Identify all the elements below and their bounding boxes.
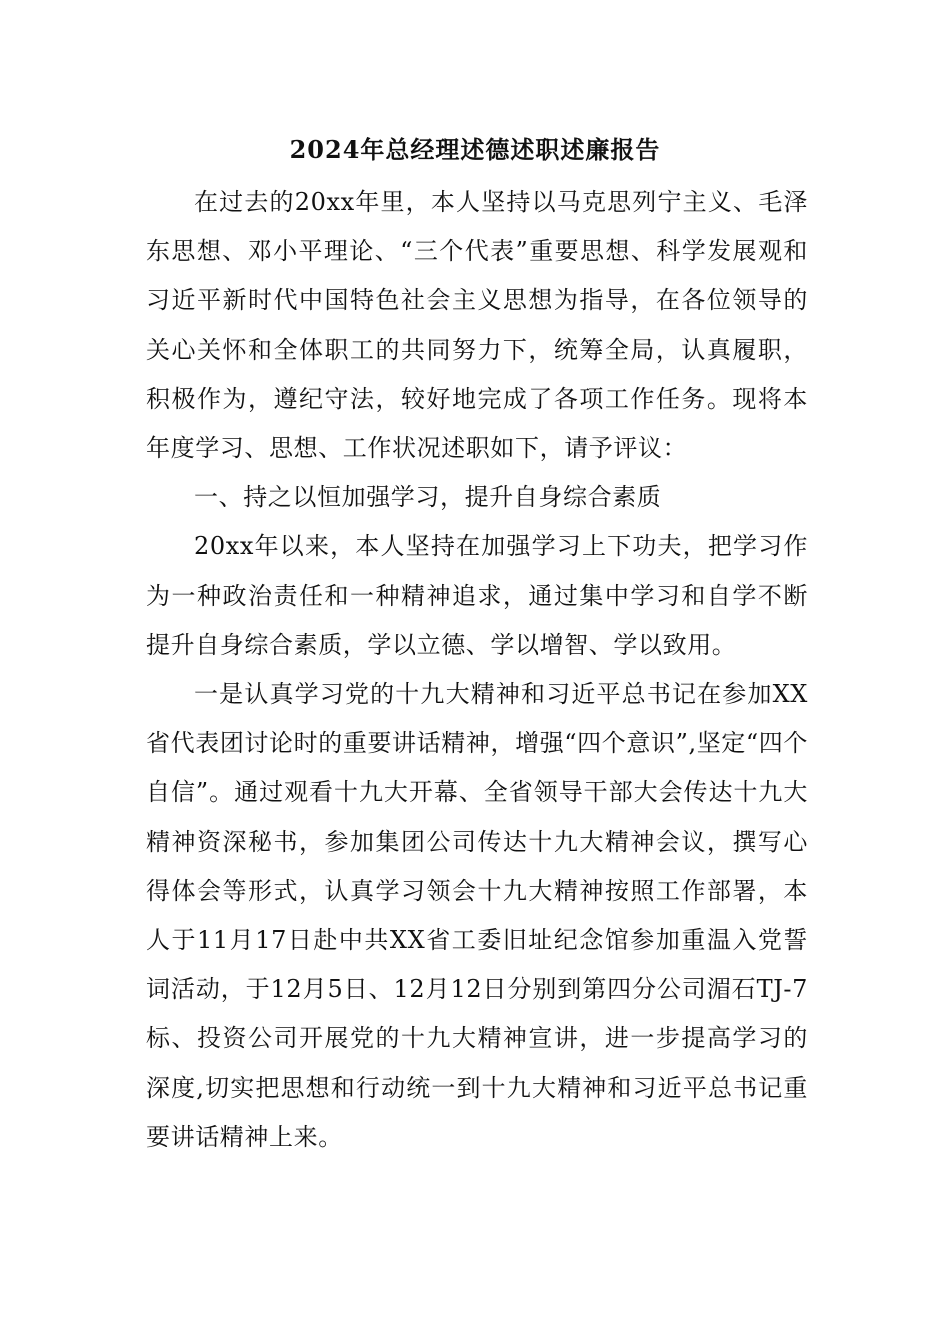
paragraph-study-overview: 20xx年以来，本人坚持在加强学习上下功夫，把学习作为一种政治责任和一种精神追求，通过集中学习和自学不断提升自身综合素质，学以立德、学以增智、学以致用。	[146, 532, 808, 659]
document-title: 2024年总经理述德述职述廉报告	[289, 135, 661, 164]
paragraph-intro: 在过去的20xx年里，本人坚持以马克思列宁主义、毛泽东思想、邓小平理论、“三个代表”重要思想、科学发展观和习近平新时代中国特色社会主义思想为指导，在各位领导的关心关怀和全体职工的共同努力下，统筹全局，认真履职，积极作为，遵纪守法，较好地完成了各项工作任务。现将本年度学习、思想、工作状况述职如下，请予评议：	[146, 188, 808, 463]
section-heading-1: 一、持之以恒加强学习，提升自身综合素质	[194, 483, 662, 512]
paragraph-study-detail: 一是认真学习党的十九大精神和习近平总书记在参加XX省代表团讨论时的重要讲话精神，增强“四个意识”,坚定“四个自信”。通过观看十九大开幕、全省领导干部大会传达十九大精神资深秘书，参加集团公司传达十九大精神会议，撰写心得体会等形式，认真学习领会十九大精神按照工作部署，本人于11月17日赴中共XX省工委旧址纪念馆参加重温入党誓词活动，于12月5日、12月12日分别到第四分公司湄石TJ-7标、投资公司开展党的十九大精神宣讲，进一步提高学习的深度,切实把思想和行动统一到十九大精神和习近平总书记重要讲话精神上来。	[146, 680, 808, 1151]
document-body	[146, 178, 808, 1162]
